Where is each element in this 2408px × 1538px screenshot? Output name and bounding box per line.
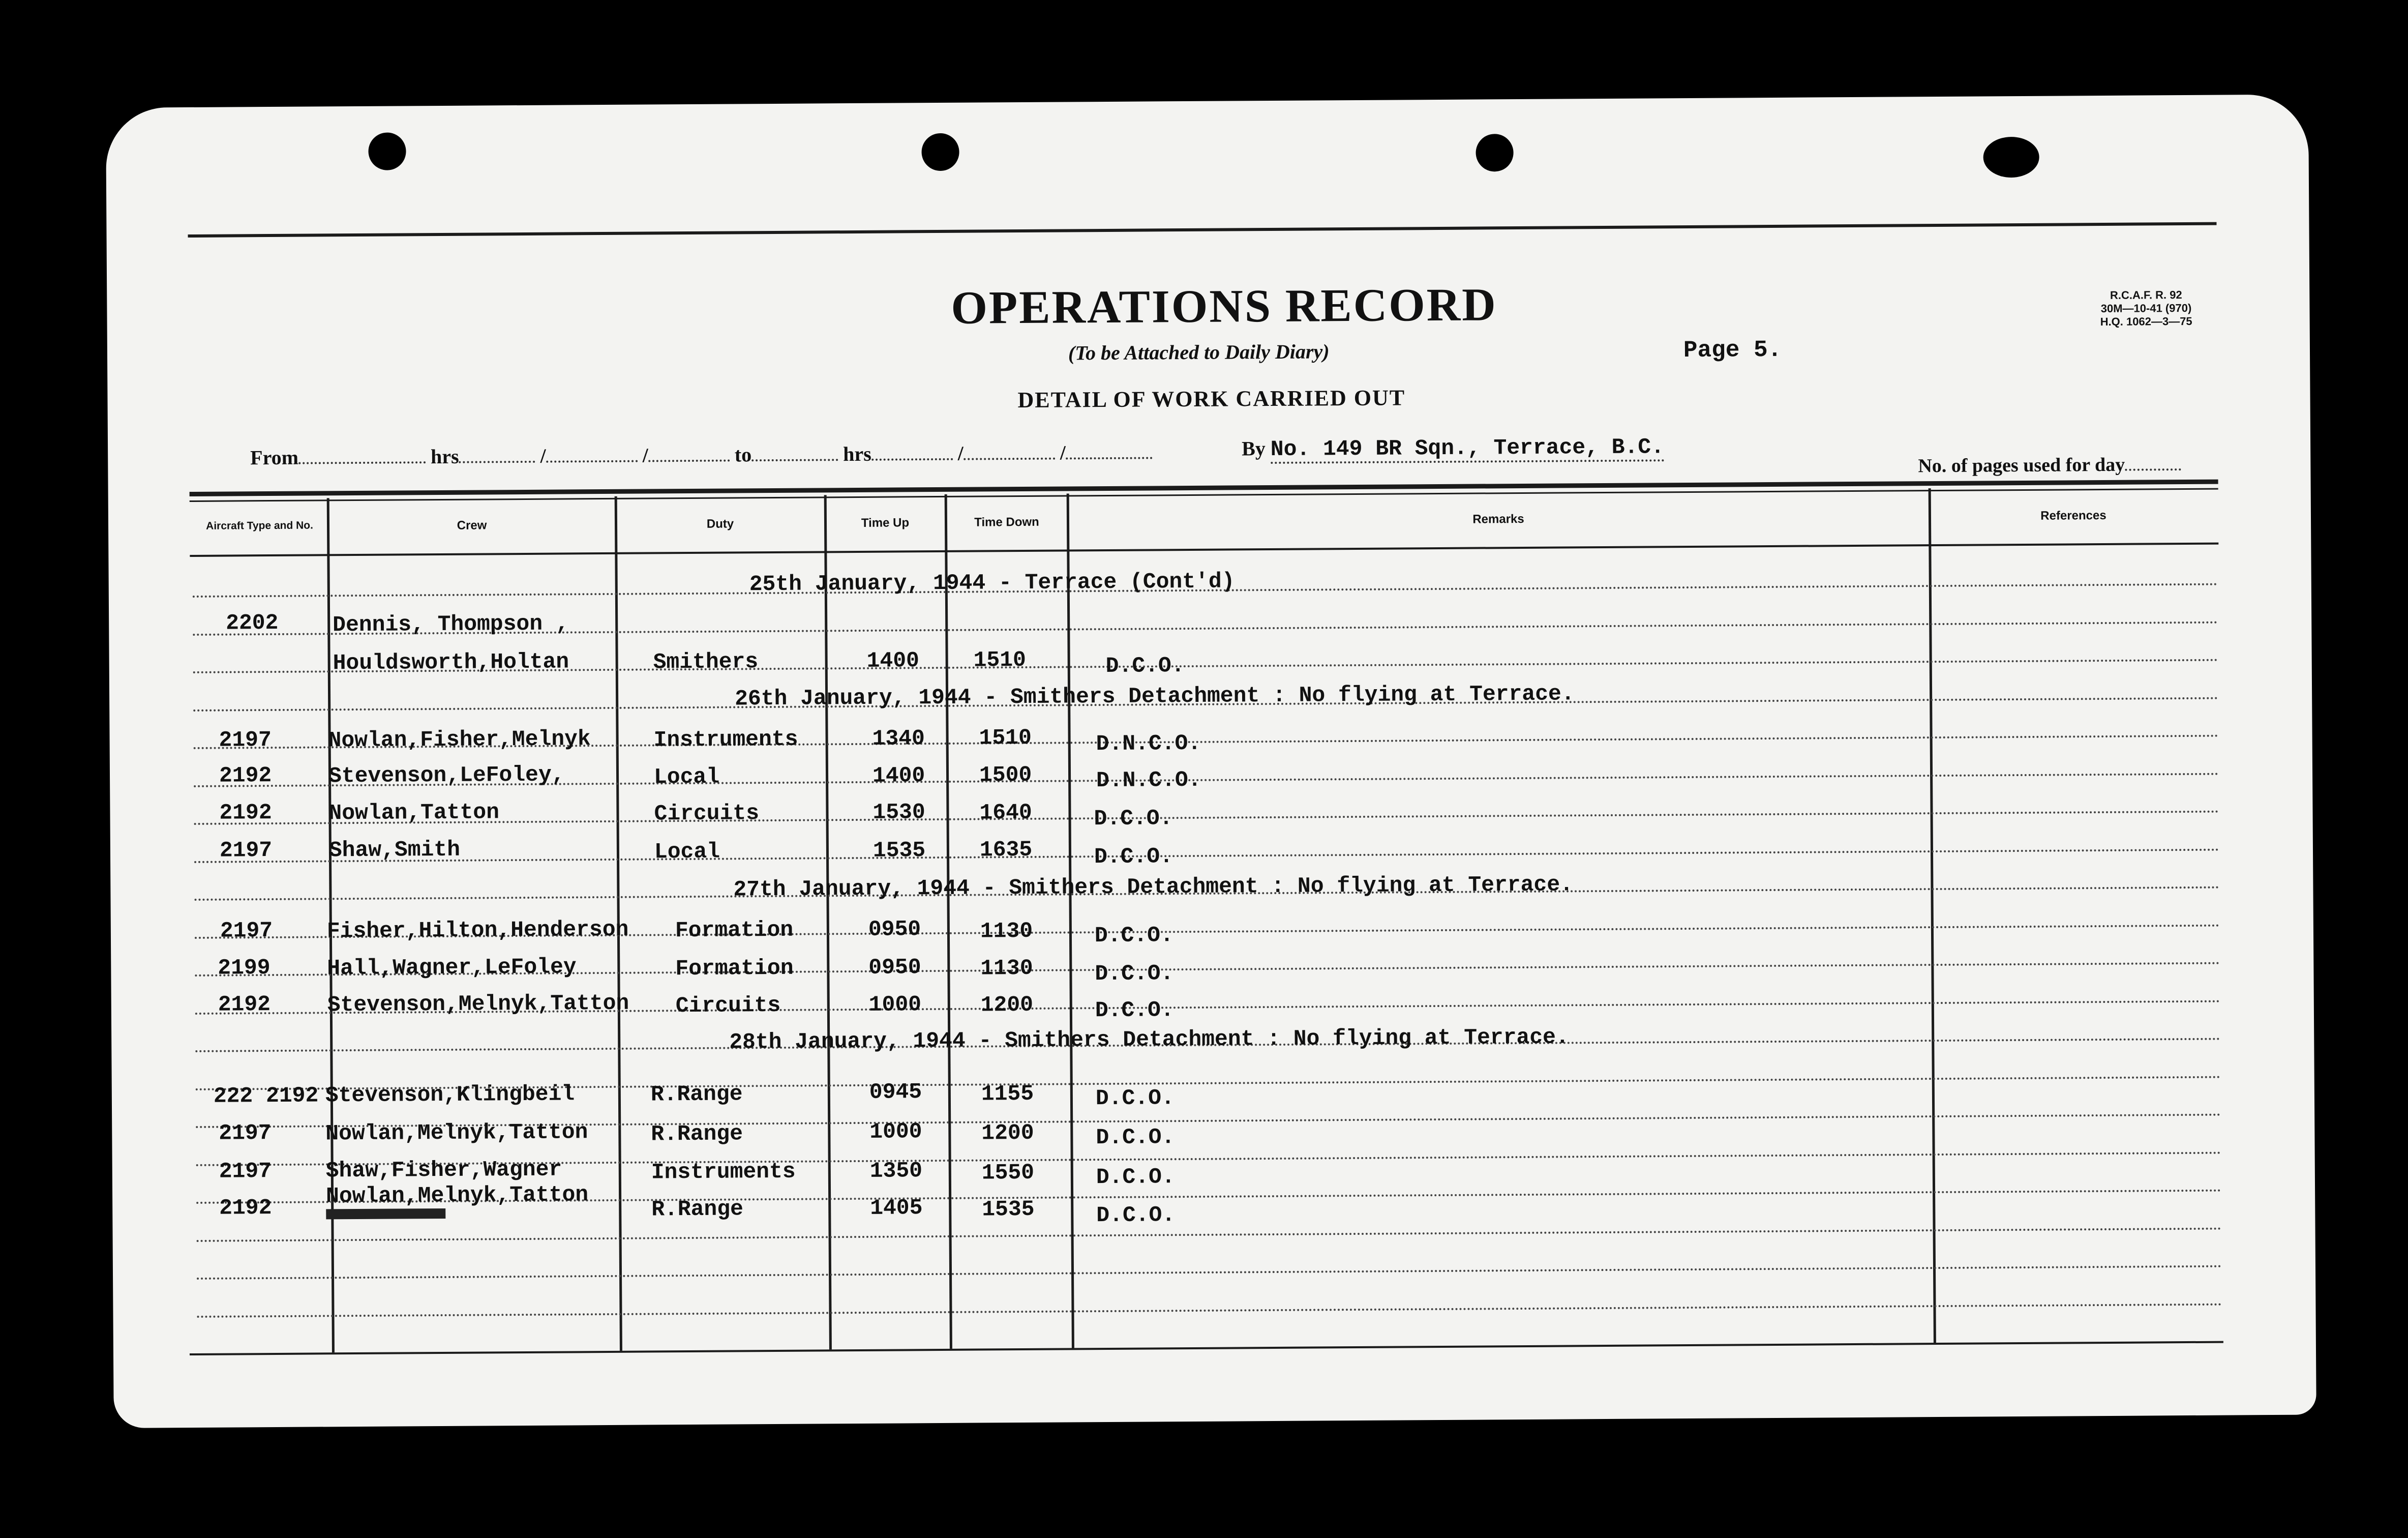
crew-names: Shaw,Fisher,Wagner: [325, 1157, 562, 1184]
duty: R.Range: [651, 1121, 743, 1147]
time-down: 1500: [979, 762, 1032, 788]
aircraft-number: 2197: [219, 1120, 272, 1146]
time-down: 1200: [980, 992, 1034, 1018]
slash: /: [1060, 441, 1066, 464]
month-blank: [1066, 439, 1152, 459]
duty: Formation: [675, 955, 794, 982]
time-down: 1510: [973, 647, 1027, 673]
time-up: 1350: [869, 1158, 923, 1184]
by-line: [1242, 434, 1664, 462]
to-blank: [751, 441, 838, 461]
pages-used-line: [1918, 451, 2181, 477]
from-line: [250, 439, 1152, 469]
remarks: D.C.O.: [1096, 1164, 1175, 1190]
pages-used-blank: [2125, 451, 2181, 471]
time-down: 1535: [982, 1196, 1035, 1222]
form-subtitle: (To be Attached to Daily Diary): [1068, 340, 1330, 365]
time-down: 1635: [979, 837, 1033, 863]
by-value: No. 149 BR Sqn., Terrace, B.C.: [1271, 434, 1664, 464]
time-down: 1200: [981, 1120, 1034, 1146]
duty: Instruments: [651, 1159, 796, 1185]
remarks: D.C.O.: [1094, 923, 1173, 949]
crew-names: Nowlan,Fisher,Melnyk: [328, 726, 591, 753]
pages-used-label: No. of pages used for day: [1918, 454, 2125, 477]
ruled-line: [194, 849, 2220, 863]
aircraft-number: 2192: [219, 1195, 272, 1221]
slash: /: [540, 444, 546, 467]
remarks: D.N.C.O.: [1096, 767, 1201, 793]
aircraft-number: 2199: [218, 955, 270, 981]
aircraft-number: 2197: [219, 1159, 272, 1184]
month-blank: [648, 442, 730, 462]
time-down: 1155: [981, 1081, 1034, 1107]
form-code-line: 30M—10-41 (970): [2100, 301, 2192, 315]
aircraft-number: 2192: [219, 763, 272, 788]
hrs-label: hrs: [843, 442, 871, 466]
by-label: By: [1241, 437, 1266, 460]
crew-names: Stevenson,Klingbeil: [325, 1081, 575, 1108]
duty: Instruments: [653, 726, 798, 753]
hrs-blank: [871, 441, 953, 461]
table-bottom-rule: [190, 1341, 2223, 1355]
crew-names: Hall,Wagner,LeFoley: [327, 954, 577, 981]
time-up: 1535: [872, 838, 926, 863]
date-heading: 25th January, 1944 - Terrace (Cont'd): [749, 569, 1235, 597]
column-divider: [1067, 493, 1074, 1348]
ruled-lines: [106, 95, 2308, 108]
crew-names: Stevenson,LeFoley,: [328, 762, 565, 789]
crew-names: Nowlan,Melnyk,Tatton: [325, 1119, 588, 1146]
duty: Local: [654, 839, 720, 865]
day-blank: [964, 440, 1055, 460]
time-up: 1340: [872, 726, 925, 751]
ruled-line: [197, 1304, 2223, 1318]
time-up: 1400: [866, 648, 920, 673]
punch-hole: [368, 132, 406, 170]
time-up: 1400: [872, 763, 925, 788]
duty: Circuits: [654, 801, 760, 826]
column-header-crew: Crew: [457, 518, 487, 533]
form-code-line: R.C.A.F. R. 92: [2110, 288, 2182, 302]
time-down: 1510: [979, 725, 1032, 751]
aircraft-number: 2192: [219, 800, 272, 825]
duty: Formation: [675, 917, 794, 943]
column-divider: [824, 495, 832, 1349]
aircraft-number: 222 2192: [213, 1083, 319, 1109]
column-header-aircraft: Aircraft Type and No.: [206, 519, 313, 532]
aircraft-number: 2192: [218, 992, 271, 1017]
operations-record-card: [106, 95, 2316, 1428]
crew-names: Stevenson,Melnyk,Tatton: [327, 990, 629, 1018]
slash: /: [642, 443, 648, 467]
crew-names: Shaw,Smith: [328, 837, 461, 863]
aircraft-number: 2197: [220, 918, 273, 943]
time-up: 1000: [869, 1119, 922, 1144]
remarks: D.C.O.: [1095, 1085, 1175, 1111]
column-header-time-down: Time Down: [974, 515, 1039, 529]
column-header-time-up: Time Up: [861, 516, 910, 530]
ruled-line: [197, 1265, 2223, 1280]
remarks: D.C.O.: [1105, 653, 1185, 679]
crew-names: Dennis, Thompson ,: [333, 611, 569, 638]
date-heading: 26th January, 1944 - Smithers Detachment : No flying at Terrace.: [734, 681, 1575, 712]
time-up: 0950: [868, 916, 921, 942]
aircraft-number: 2197: [219, 838, 273, 863]
form-code: [2100, 288, 2192, 329]
date-heading: 27th January, 1944 - Smithers Detachment : No flying at Terrace.: [733, 872, 1573, 902]
remarks: D.C.O.: [1094, 844, 1173, 870]
ruled-line: [197, 1228, 2223, 1242]
from-blank: [298, 444, 426, 464]
to-label: to: [734, 443, 752, 466]
remarks: D.C.O.: [1096, 1125, 1175, 1150]
time-up: 1000: [868, 992, 922, 1017]
page-number: Page 5.: [1683, 336, 1782, 364]
duty: Local: [653, 764, 720, 790]
duty: R.Range: [650, 1081, 743, 1107]
time-down: 1130: [980, 955, 1033, 981]
remarks: D.N.C.O.: [1096, 730, 1201, 757]
hrs-blank: [459, 443, 535, 463]
punch-hole: [921, 133, 959, 171]
crew-names: Fisher,Hilton,Henderson: [326, 916, 629, 944]
header-bottom-rule: [190, 543, 2218, 557]
crew-names: Houldsworth,Holtan: [333, 649, 569, 676]
time-up: 1405: [870, 1195, 923, 1221]
struck-out-name: [326, 1208, 445, 1219]
aircraft-number: 2197: [219, 727, 272, 753]
day-blank: [546, 443, 638, 463]
column-divider: [945, 494, 952, 1349]
punch-hole: [1983, 137, 2039, 178]
time-down: 1550: [981, 1160, 1035, 1186]
remarks: D.C.O.: [1094, 806, 1173, 832]
top-rule: [188, 222, 2217, 238]
duty: R.Range: [651, 1196, 744, 1222]
duty: Circuits: [675, 992, 781, 1019]
time-up: 1530: [872, 800, 925, 825]
crew-names: Nowlan,Tatton: [328, 800, 500, 826]
column-divider: [1929, 488, 1936, 1343]
remarks: D.C.O.: [1096, 1202, 1176, 1228]
form-detail-heading: DETAIL OF WORK CARRIED OUT: [1017, 385, 1406, 413]
from-label: From: [250, 446, 299, 469]
form-code-line: H.Q. 1062—3—75: [2100, 314, 2192, 329]
remarks: D.C.O.: [1095, 961, 1174, 987]
crew-names: Nowlan,Melnyk,Tatton: [325, 1182, 589, 1209]
slash: /: [957, 441, 964, 465]
time-down: 1640: [979, 800, 1032, 825]
column-header-remarks: Remarks: [1472, 512, 1524, 526]
aircraft-number: 2202: [226, 610, 279, 636]
time-up: 0950: [868, 955, 921, 980]
column-header-duty: Duty: [706, 517, 734, 531]
date-heading: 28th January, 1944 - Smithers Detachment : No flying at Terrace.: [729, 1024, 1569, 1055]
punch-hole: [1476, 134, 1513, 171]
time-down: 1130: [980, 918, 1033, 944]
duty: Smithers: [653, 649, 759, 675]
time-up: 0945: [869, 1079, 922, 1105]
form-title: OPERATIONS RECORD: [951, 278, 1497, 334]
hrs-label: hrs: [430, 445, 459, 468]
column-header-references: References: [2040, 508, 2106, 523]
remarks: D.C.O.: [1095, 997, 1174, 1023]
